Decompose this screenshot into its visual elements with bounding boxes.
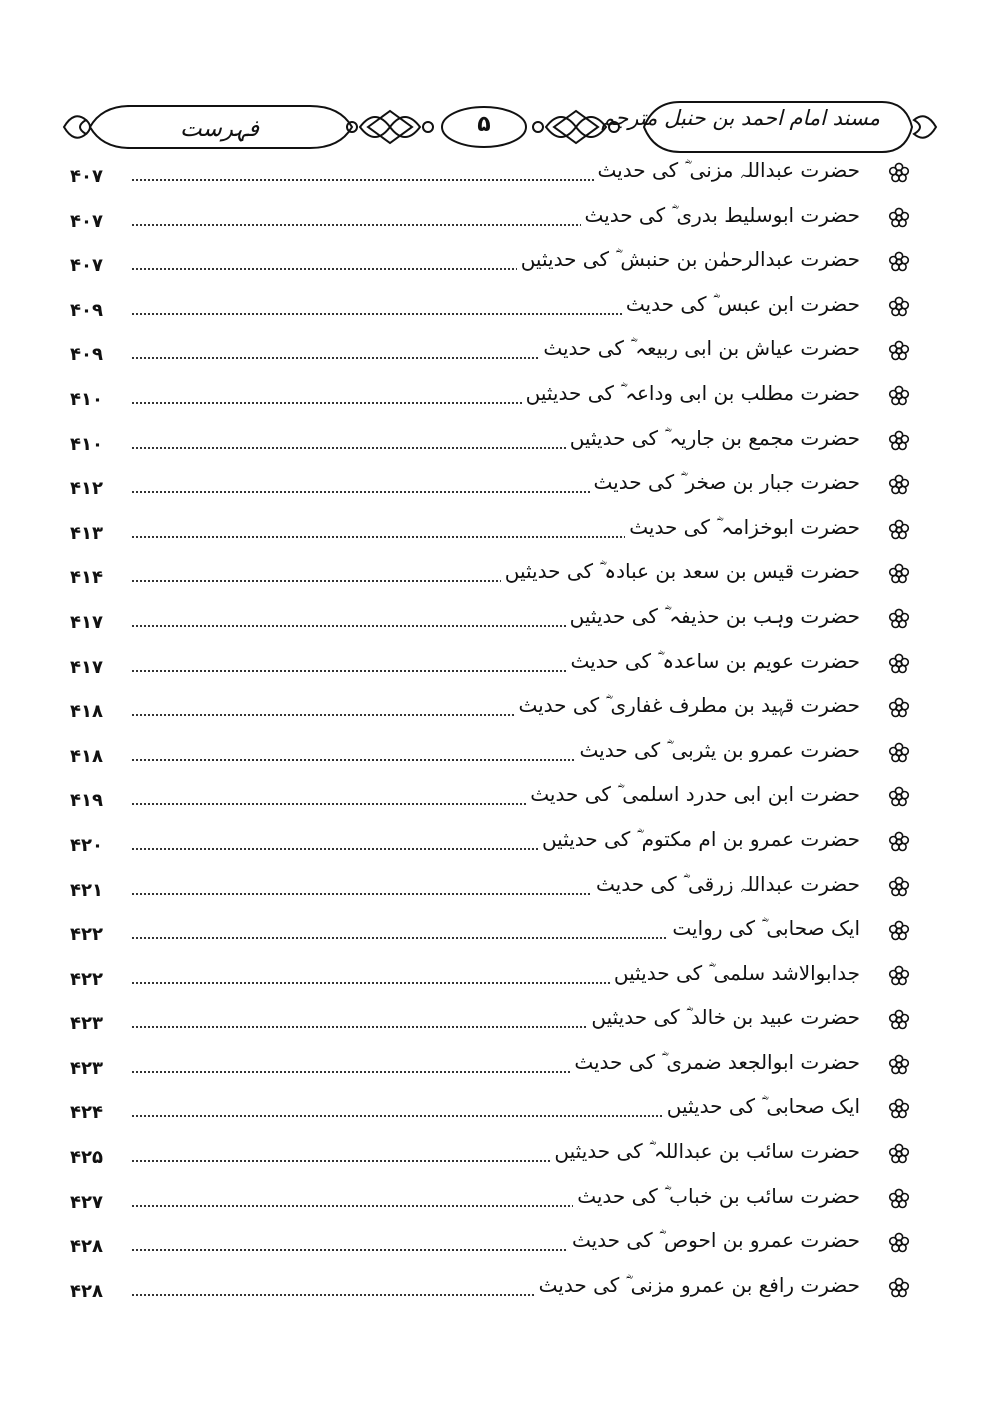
toc-entry-title: حضرت ابن ابی حدرد اسلمی ؓ کی حدیث [526, 782, 860, 806]
flower-bullet-icon [888, 608, 910, 630]
toc-entry [70, 866, 920, 911]
toc-entry-title: حضرت ابوالجعد ضمری ؓ کی حدیث [570, 1050, 860, 1074]
toc-entry [70, 330, 920, 375]
toc-entry-page: ۴۱۳ [70, 522, 103, 544]
flower-bullet-icon [888, 831, 910, 853]
toc-entry [70, 1088, 920, 1133]
toc-entry-page: ۴۰۷ [70, 255, 103, 277]
toc-entry [70, 1222, 920, 1267]
toc-entry-page: ۴۲۳ [70, 1057, 103, 1079]
toc-entry-page: ۴۱۸ [70, 745, 103, 767]
toc-entry [70, 643, 920, 688]
toc-entry-page: ۴۲۱ [70, 879, 103, 901]
flower-bullet-icon [888, 1232, 910, 1254]
flower-bullet-icon [888, 786, 910, 808]
flower-bullet-icon [888, 563, 910, 585]
flower-bullet-icon [888, 742, 910, 764]
flower-bullet-icon [888, 697, 910, 719]
toc-entry-title: حضرت رافع بن عمرو مزنی ؓ کی حدیث [535, 1273, 860, 1297]
toc-entry [70, 598, 920, 643]
toc-entry-page: ۴۲۴ [70, 1102, 103, 1124]
flower-bullet-icon [888, 430, 910, 452]
toc-entry-page: ۴۲۲ [70, 924, 103, 946]
toc-entry-title: ایک صحابی ؓ کی روایت [668, 916, 860, 940]
toc-entry-title: حضرت عبید بن خالد ؓ کی حدیثیں [587, 1005, 860, 1029]
toc-entry [70, 1178, 920, 1223]
book-title: مسند امام احمد بن حنبل مترجم [601, 106, 880, 130]
toc-entry-title: حضرت عمرو بن احوص ؓ کی حدیث [568, 1228, 860, 1252]
toc-entry-title: حضرت جبار بن صخر ؓ کی حدیث [590, 470, 860, 494]
flower-bullet-icon [888, 340, 910, 362]
toc-entry-page: ۴۰۷ [70, 210, 103, 232]
flower-bullet-icon [888, 474, 910, 496]
toc-entry-title: حضرت وہب بن حذیفہ ؓ کی حدیثیں [566, 604, 860, 628]
toc-entry-title: حضرت سائب بن عبداللہ ؓ کی حدیثیں [550, 1139, 860, 1163]
toc-entry-title: ایک صحابی ؓ کی حدیثیں [663, 1094, 860, 1118]
toc-entry-page: ۴۲۸ [70, 1236, 103, 1258]
toc-entry-title: حضرت عویم بن ساعدہ ؓ کی حدیث [566, 649, 860, 673]
table-of-contents [70, 152, 920, 1311]
toc-entry-title: حضرت ابوخزامہ ؓ کی حدیث [625, 515, 860, 539]
toc-entry-page: ۴۱۷ [70, 611, 103, 633]
toc-entry-title: حضرت ابوسلیط بدری ؓ کی حدیث [581, 203, 861, 227]
toc-entry-title: حضرت سائب بن خباب ؓ کی حدیث [573, 1184, 860, 1208]
toc-entry-page: ۴۲۸ [70, 1280, 103, 1302]
toc-entry-page: ۴۱۰ [70, 388, 103, 410]
flower-bullet-icon [888, 251, 910, 273]
flower-bullet-icon [888, 162, 910, 184]
toc-entry-page: ۴۱۸ [70, 701, 103, 723]
flower-bullet-icon [888, 1143, 910, 1165]
toc-entry-page: ۴۱۴ [70, 567, 103, 589]
toc-entry-page: ۴۱۰ [70, 433, 103, 455]
toc-entry-page: ۴۲۰ [70, 834, 103, 856]
toc-entry-page: ۴۲۷ [70, 1191, 103, 1213]
flower-bullet-icon [888, 876, 910, 898]
flower-bullet-icon [888, 519, 910, 541]
flower-bullet-icon [888, 1098, 910, 1120]
toc-entry [70, 509, 920, 554]
toc-entry [70, 687, 920, 732]
toc-entry-title: حضرت قہید بن مطرف غفاری ؓ کی حدیث [514, 693, 860, 717]
toc-entry-page: ۴۰۷ [70, 166, 103, 187]
section-title: فہرست [180, 116, 260, 142]
toc-entry [70, 776, 920, 821]
toc-entry-page: ۴۱۹ [70, 790, 103, 812]
toc-entry [70, 286, 920, 331]
flower-bullet-icon [888, 1054, 910, 1076]
toc-entry-page: ۴۰۹ [70, 344, 103, 366]
toc-entry-page: ۴۰۹ [70, 299, 103, 321]
flower-bullet-icon [888, 296, 910, 318]
toc-entry-title: حضرت ابن عبس ؓ کی حدیث [622, 292, 860, 316]
toc-entry-page: ۴۱۷ [70, 656, 103, 678]
toc-entry-title: حضرت عیاش بن ابی ربیعہ ؓ کی حدیث [539, 336, 860, 360]
toc-entry-title: حضرت مجمع بن جاریہ ؓ کی حدیثیں [566, 426, 860, 450]
toc-entry-title: حضرت عمرو بن ام مکتوم ؓ کی حدیثیں [538, 827, 860, 851]
flower-bullet-icon [888, 965, 910, 987]
toc-entry-title: جدابوالاشد سلمی ؓ کی حدیثیں [610, 961, 860, 985]
toc-entry-page: ۴۲۲ [70, 968, 103, 990]
toc-entry [70, 1044, 920, 1089]
page-number: ۵ [477, 112, 491, 137]
flower-bullet-icon [888, 1188, 910, 1210]
toc-entry [70, 1267, 920, 1312]
toc-entry [70, 197, 920, 242]
toc-entry-page: ۴۲۵ [70, 1147, 103, 1169]
toc-entry [70, 375, 920, 420]
toc-entry-title: حضرت عمرو بن یثربی ؓ کی حدیث [576, 738, 860, 762]
flower-bullet-icon [888, 207, 910, 229]
toc-entry [70, 420, 920, 465]
flower-bullet-icon [888, 1277, 910, 1299]
toc-entry-page: ۴۱۲ [70, 478, 103, 500]
flower-bullet-icon [888, 385, 910, 407]
toc-entry-page: ۴۲۳ [70, 1013, 103, 1035]
toc-entry-title: حضرت عبدالرحمٰن بن حنبش ؓ کی حدیثیں [517, 247, 860, 271]
toc-entry [70, 152, 920, 197]
toc-entry [70, 999, 920, 1044]
toc-entry [70, 241, 920, 286]
toc-entry [70, 821, 920, 866]
toc-entry [70, 553, 920, 598]
flower-bullet-icon [888, 653, 910, 675]
toc-entry-title: حضرت عبداللہ مزنی ؓ کی حدیث [594, 158, 860, 182]
toc-entry [70, 955, 920, 1000]
flower-bullet-icon [888, 1009, 910, 1031]
toc-entry [70, 1133, 920, 1178]
toc-entry-title: حضرت مطلب بن ابی وداعہ ؓ کی حدیثیں [522, 381, 860, 405]
toc-entry-title: حضرت قیس بن سعد بن عبادہ ؓ کی حدیثیں [501, 559, 860, 583]
toc-entry [70, 464, 920, 509]
toc-entry [70, 910, 920, 955]
toc-entry-title: حضرت عبداللہ زرقی ؓ کی حدیث [592, 872, 860, 896]
toc-entry [70, 732, 920, 777]
flower-bullet-icon [888, 920, 910, 942]
